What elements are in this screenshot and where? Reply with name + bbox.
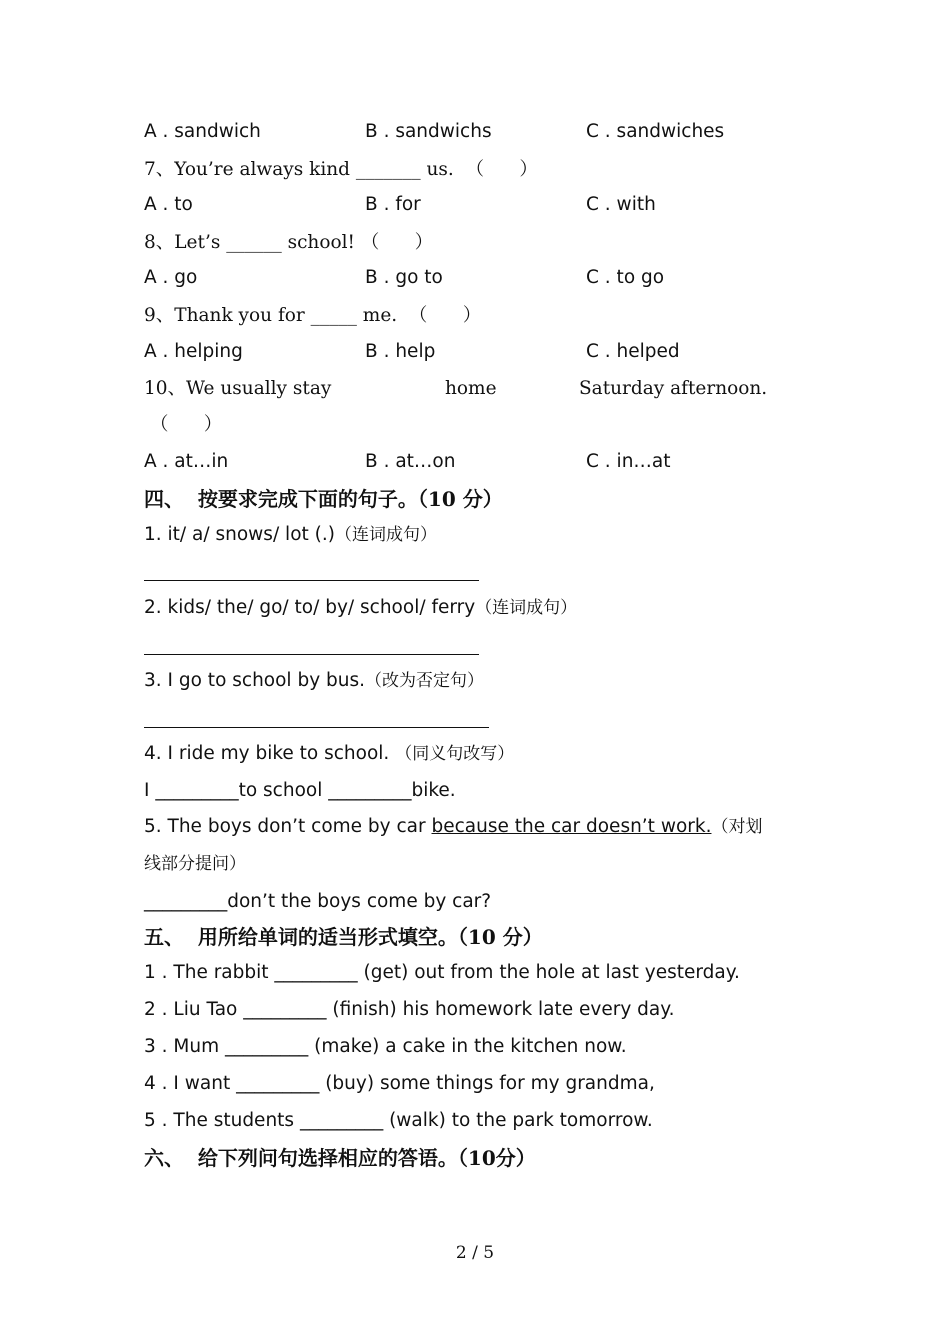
q6-option-a: A . sandwich <box>144 121 261 142</box>
s4-item-5-text: 5. The boys don’t come by car <box>144 816 432 837</box>
q9-option-b: B . help <box>365 341 436 362</box>
q9-stem: 9、Thank you for _____ me. （ ） <box>144 305 482 326</box>
q10-stem-lead: 10、We usually stay <box>144 378 332 399</box>
s4-item-5 <box>144 815 762 839</box>
q10-option-a: A . at…in <box>144 451 229 472</box>
s4-item-3 <box>144 669 484 693</box>
q8-stem: 8、Let’s ______ school! （ ） <box>144 232 434 253</box>
s4-item-1-answer-line[interactable] <box>144 580 479 581</box>
s5-item: 3 . Mum _________ (make) a cake in the kitchen now. <box>144 1036 627 1057</box>
q10-stem-end: Saturday afternoon. <box>579 378 768 399</box>
s4-item-2-text: 2. kids/ the/ go/ to/ by/ school/ ferry <box>144 597 476 618</box>
s5-item: 5 . The students _________ (walk) to the park tomorrow. <box>144 1110 653 1131</box>
q7-option-a: A . to <box>144 194 193 215</box>
s4-item-5-answer: _________don’t the boys come by car? <box>144 891 492 912</box>
q6-option-b: B . sandwichs <box>365 121 492 142</box>
s4-item-2 <box>144 596 577 620</box>
s4-item-5-underlined: because the car doesn’t work. <box>431 816 712 837</box>
s5-item: 1 . The rabbit _________ (get) out from the hole at last yesterday. <box>144 962 740 983</box>
s4-item-5-note: （对划 <box>711 817 763 837</box>
q7-stem: 7、You’re always kind _______ us. （ ） <box>144 159 538 180</box>
s4-item-1-text: 1. it/ a/ snows/ lot (.) <box>144 524 335 545</box>
section-6-heading: 六、 给下列问句选择相应的答语。（10分） <box>144 1146 536 1170</box>
s4-item-4 <box>144 742 514 766</box>
q6-option-c: C . sandwiches <box>586 121 725 142</box>
s4-item-3-answer-line[interactable] <box>144 727 489 728</box>
section-5-heading: 五、 用所给单词的适当形式填空。（10 分） <box>144 925 543 949</box>
q7-option-c: C . with <box>586 194 656 215</box>
q8-option-a: A . go <box>144 267 198 288</box>
q10-answer-paren: （ ） <box>150 414 223 435</box>
q10-stem-mid: home <box>445 378 497 399</box>
s4-item-4-note: （同义句改写） <box>395 744 515 764</box>
s4-item-2-answer-line[interactable] <box>144 654 479 655</box>
q10-option-c: C . in…at <box>586 451 671 472</box>
q7-option-b: B . for <box>365 194 421 215</box>
q9-option-c: C . helped <box>586 341 680 362</box>
q10-option-b: B . at…on <box>365 451 456 472</box>
section-4-heading: 四、 按要求完成下面的句子。（10 分） <box>144 487 503 511</box>
s4-item-4-answer: I _________to school _________bike. <box>144 780 456 801</box>
s5-item: 2 . Liu Tao _________ (finish) his homework late every day. <box>144 999 675 1020</box>
s4-item-2-note: （连词成句） <box>475 598 578 618</box>
s5-item: 4 . I want _________ (buy) some things for my grandma, <box>144 1073 655 1094</box>
s4-item-1-note: （连词成句） <box>334 525 437 545</box>
s4-item-5-note-cont: 线部分提问） <box>144 854 246 874</box>
q9-option-a: A . helping <box>144 341 243 362</box>
s4-item-1 <box>144 523 437 547</box>
s4-item-3-text: 3. I go to school by bus. <box>144 670 366 691</box>
q8-option-b: B . go to <box>365 267 443 288</box>
s4-item-4-text: 4. I ride my bike to school. <box>144 743 396 764</box>
s4-item-3-note: （改为否定句） <box>365 671 485 691</box>
q8-option-c: C . to go <box>586 267 665 288</box>
page-number: 2 / 5 <box>455 1243 495 1263</box>
